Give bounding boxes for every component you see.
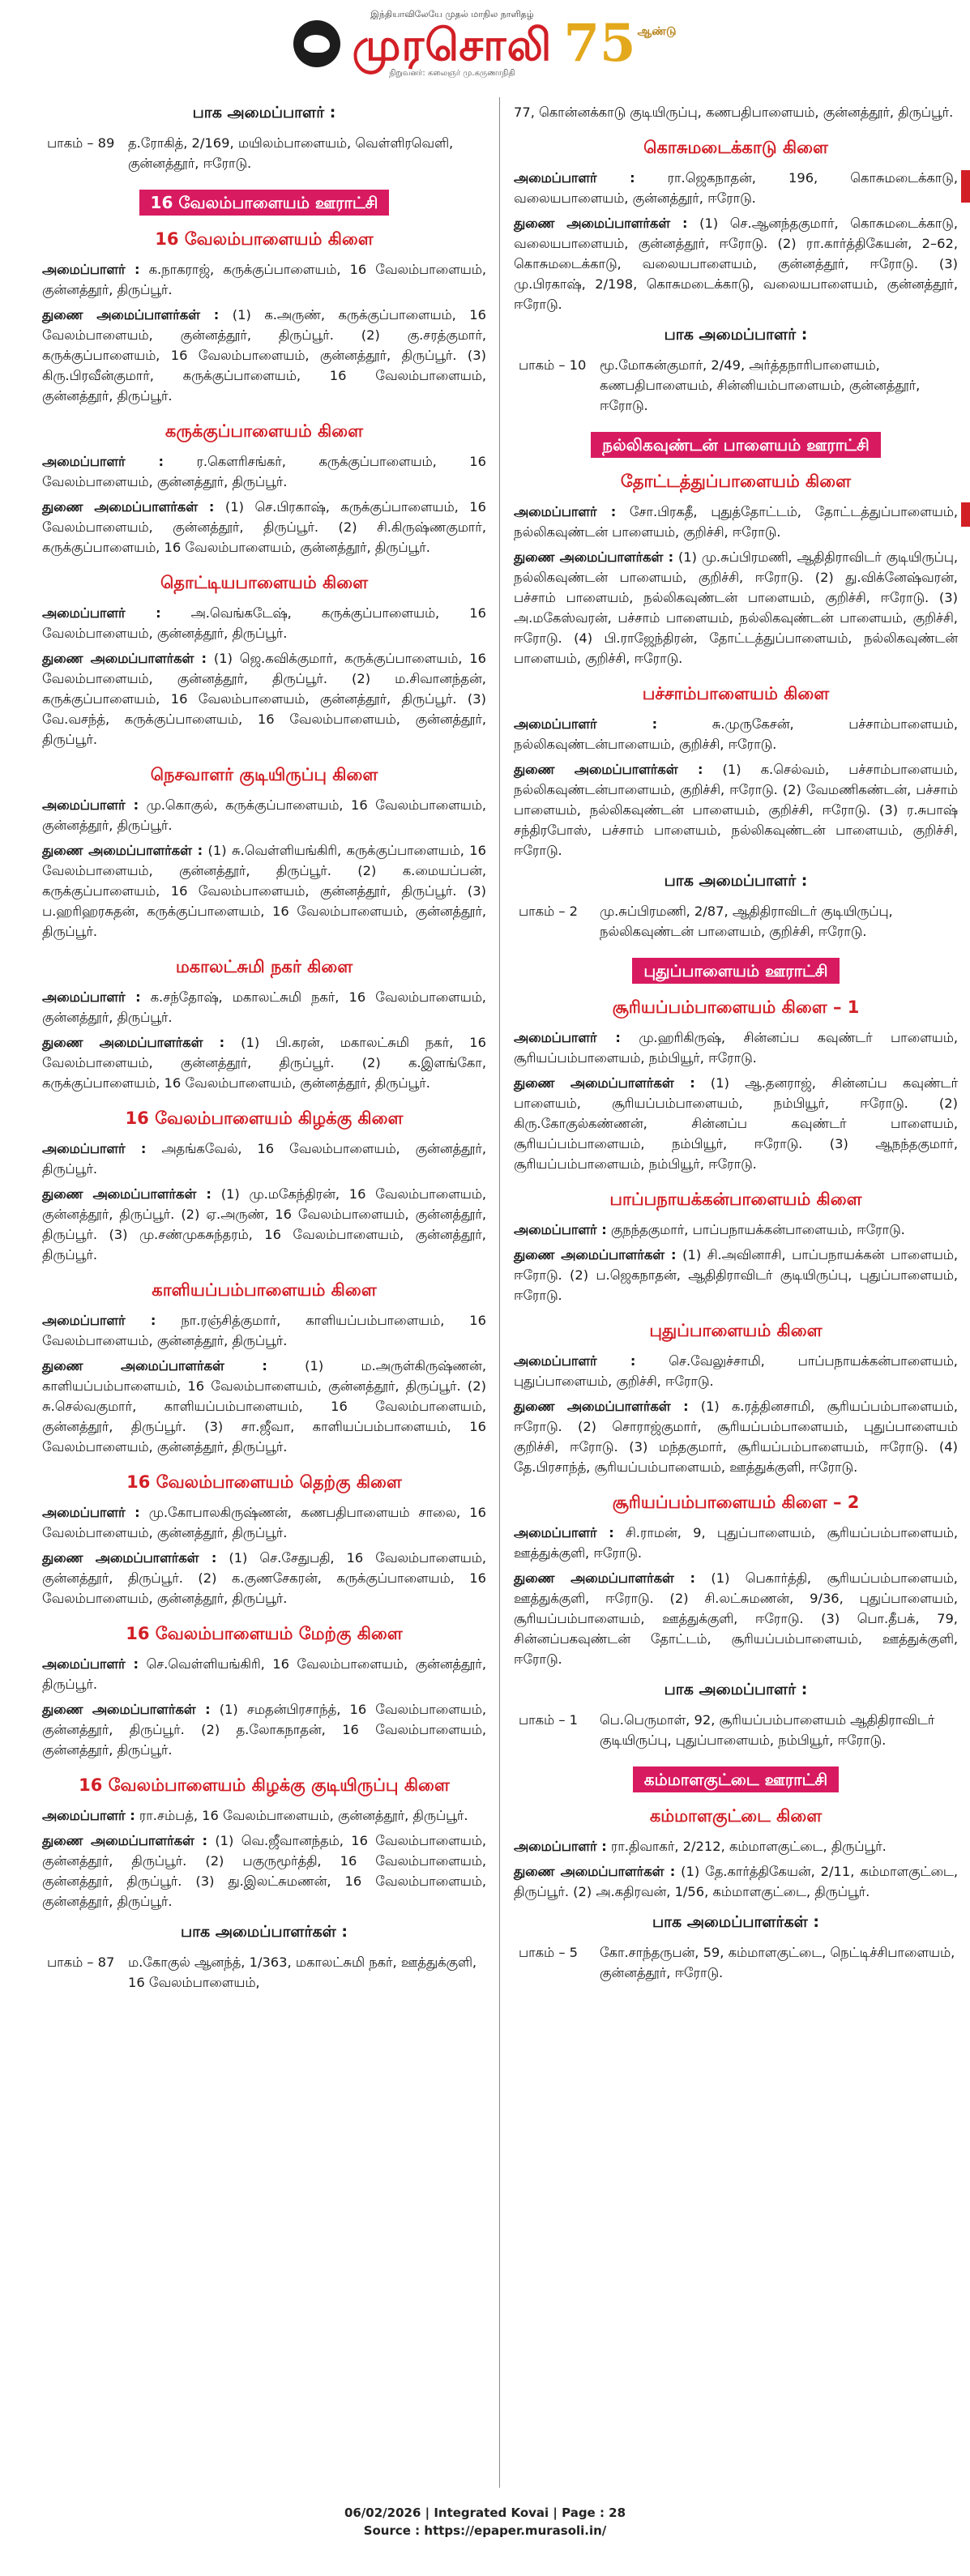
entry-text: (1) செ.பிரகாஷ், கருக்குப்பாளையம், 16 வேலம்பாளையம், குன்னத்தூர், திருப்பூர். (2) சி.கிருஷ்ணகுமார், கருக்குப்பாளையம், 16 வேலம்பாளையம், குன்னத்தூர், திருப்பூர். (42, 499, 486, 555)
branch-title: 16 வேலம்பாளையம் மேற்கு கிளை (126, 1624, 403, 1643)
deputy-entry (514, 1245, 958, 1305)
organizer-entry (42, 1138, 486, 1179)
article-columns (42, 97, 966, 2488)
entry-text: (1) செ.சேதுபதி, 16 வேலம்பாளையம், குன்னத்தூர், திருப்பூர். (2) க.குணசேகரன், கருக்குப்பாளையம், 16 வேலம்பாளையம், குன்னத்தூர், திருப்பூர். (42, 1550, 486, 1606)
entry-label: அமைப்பாளர் : (514, 716, 658, 732)
entry-label: துணை அமைப்பாளர்கள் : (514, 1864, 676, 1879)
panchayat-heading (514, 950, 958, 987)
organizer-entry (514, 1220, 958, 1240)
booth-text: மு.சுப்பிரமணி, 2/87, ஆதிதிராவிடர் குடியிருப்பு, நல்லிகவுண்டன் பாளையம், குறிச்சி, ஈரோடு. (600, 904, 893, 939)
entry-text: அதங்கவேல், 16 வேலம்பாளையம், குன்னத்தூர், திருப்பூர். (42, 1141, 487, 1177)
organizer-entry (514, 1351, 958, 1391)
entry-label: அமைப்பாளர் : (42, 989, 141, 1005)
entry-text: (1) சமதன்பிரசாந்த், 16 வேலம்பாளையம், குன்னத்தூர், திருப்பூர். (2) த.லோகநாதன், 16 வேலம்பாளையம், குன்னத்தூர், திருப்பூர். (42, 1702, 487, 1758)
organizer-entry (42, 451, 486, 492)
entry-text: மு.கோபாலகிருஷ்ணன், கணபதிபாளையம் சாலை, 16 வேலம்பாளையம், குன்னத்தூர், திருப்பூர். (42, 1505, 486, 1540)
deputy-entry (514, 547, 958, 669)
branch-title: 16 வேலம்பாளையம் கிழக்கு கிளை (125, 1109, 404, 1128)
deputy-entry (42, 1032, 486, 1093)
entry-label: அமைப்பாளர் : (42, 1141, 147, 1156)
entry-text: செ.வேலுச்சாமி, பாப்பநாயக்கன்பாளையம், புதுப்பாளையம், குறிச்சி, ஈரோடு. (514, 1353, 958, 1389)
organizer-entry (514, 1027, 958, 1068)
panchayat-heading (514, 424, 958, 461)
organizer-entry (42, 1502, 486, 1543)
entry-text: செ.வெள்ளியங்கிரி, 16 வேலம்பாளையம், குன்னத்தூர், திருப்பூர். (42, 1656, 486, 1692)
masthead-inner (293, 9, 676, 79)
entry-text: (1) ஆ.தனராஜ், சின்னப்ப கவுண்டர் பாளையம், சூரியப்பம்பாளையம், நம்பியூர், ஈரோடு. (2) கிரு.கோகுல்கண்ணன், சின்னப்ப கவுண்டர் பாளையம், சூரியப்பம்பாளையம், நம்பியூர், ஈரோடு. (3) ஆநந்தகுமார், சூரியப்பம்பாளையம், நம்பியூர், ஈரோடு. (514, 1075, 958, 1172)
organizer-entry (514, 168, 958, 208)
page-footer (0, 2504, 970, 2540)
newspaper-title: முரசொலி (352, 19, 553, 70)
party-emblem-icon (293, 20, 340, 67)
deputy-entry (514, 759, 958, 861)
continued-text: 77, கொன்னக்காடு குடியிருப்பு, கணபதிபாளையம், குன்னத்தூர், திருப்பூர். (514, 105, 954, 120)
panchayat-pill: புதுப்பாளையம் ஊராட்சி (632, 958, 839, 984)
entry-text: (1) சி.அவினாசி, பாப்பநாயக்கன் பாளையம், ஈரோடு. (2) ப.ஜெகநாதன், ஆதிதிராவிடர் குடியிருப்பு, புதுப்பாளையம், ஈரோடு. (514, 1247, 958, 1303)
entry-text: குநந்தகுமார், பாப்பநாயக்கன்பாளையம், ஈரோடு. (606, 1222, 905, 1237)
organizer-entry (42, 795, 486, 835)
entry-label: துணை அமைப்பாளர்கள் : (42, 1035, 225, 1050)
entry-text: (1) தே.கார்த்திகேயன், 2/11, கம்மாளகுட்டை, திருப்பூர். (2) அ.கதிரவன், 1/56, கம்மாளகுட்டை, திருப்பூர். (514, 1864, 959, 1899)
deputy-entry (514, 1073, 958, 1174)
entry-text: (1) க.அருண், கருக்குப்பாளையம், 16 வேலம்பாளையம், குன்னத்தூர், திருப்பூர். (2) கு.சரத்குமார், கருக்குப்பாளையம், 16 வேலம்பாளையம், குன்னத்தூர், திருப்பூர். (3) கிரு.பிரவீன்குமார், கருக்குப்பாளையம், 16 வேலம்பாளையம், குன்னத்தூர், திருப்பூர். (42, 307, 487, 404)
organizer-entry (514, 502, 958, 542)
booth-text: மூ.மோகன்குமார், 2/49, அர்த்தநாரிபாளையம், கணபதிபாளையம், சின்னியம்பாளையம், குன்னத்தூர், ஈரோடு. (600, 357, 921, 413)
booth-entry (514, 1710, 958, 1750)
footer-edition-line: 06/02/2026 | Integrated Kovai | Page : 28 (344, 2506, 626, 2520)
booth-text: ம.கோகுல் ஆனந்த், 1/363, மகாலட்சுமி நகர், ஊத்துக்குளி, 16 வேலம்பாளையம், (128, 1954, 477, 1990)
booth-number: பாகம் – 89 (47, 135, 115, 151)
deputy-entry (42, 497, 486, 557)
entry-label: துணை அமைப்பாளர்கள் : (514, 1570, 696, 1586)
organizer-entry (514, 1836, 958, 1856)
organizer-entry (42, 987, 486, 1027)
anniversary-number: 75 (563, 13, 636, 74)
booth-heading: பாக அமைப்பாளர் : (664, 1681, 808, 1698)
booth-number: பாகம் – 5 (519, 1945, 578, 1960)
entry-label: துணை அமைப்பாளர்கள் : (42, 651, 207, 666)
booth-number: பாகம் – 1 (519, 1712, 578, 1728)
branch-title: பச்சாம்பாளையம் கிளை (642, 684, 830, 703)
deputy-entry (514, 1861, 958, 1902)
branch-title: தோட்டத்துப்பாளையம் கிளை (620, 472, 852, 491)
entry-text: ரா.திவாகர், 2/212, கம்மாளகுட்டை, திருப்பூர். (606, 1839, 887, 1854)
branch-title: கொசுமடைக்காடு கிளை (643, 138, 828, 157)
entry-text: (1) சு.வெள்ளியங்கிரி, கருக்குப்பாளையம், 16 வேலம்பாளையம், குன்னத்தூர், திருப்பூர். (2) க.மையப்பன், கருக்குப்பாளையம், 16 வேலம்பாளையம், குன்னத்தூர், திருப்பூர். (3) ப.ஹரிஹரசுதன், கருக்குப்பாளையம், 16 வேலம்பாளையம், குன்னத்தூர், திருப்பூர். (42, 843, 486, 939)
deputy-entry (42, 1356, 486, 1457)
entry-text: (1) செ.ஆனந்தகுமார், கொசுமடைக்காடு, வலையபாளையம், குன்னத்தூர், ஈரோடு. (2) ரா.கார்த்திகேயன், 2–62, கொசுமடைக்காடு, வலையபாளையம், குன்னத்தூர், ஈரோடு. (3) மு.பிரகாஷ், 2/198, கொசுமடைக்காடு, வலையபாளையம், குன்னத்தூர், ஈரோடு. (514, 216, 959, 312)
booth-heading: பாக அமைப்பாளர் : (664, 326, 808, 344)
entry-label: அமைப்பாளர் : (514, 170, 635, 186)
booth-text: த.ரோகித், 2/169, மயிலம்பாளையம், வெள்ளிரவெளி, குன்னத்தூர், ஈரோடு. (128, 135, 454, 171)
entry-text: (1) மு.சுப்பிரமணி, ஆதிதிராவிடர் குடியிருப்பு, நல்லிகவுண்டன் பாளையம், குறிச்சி, ஈரோடு. (2) து.விக்னேஷ்வரன், பச்சாம் பாளையம், நல்லிகவுண்டன் பாளையம், குறிச்சி, ஈரோடு. (3) அ.மகேஸ்வரன், பச்சாம் பாளையம், நல்லிகவுண்டன் பாளையம், குறிச்சி, ஈரோடு. (4) பி.ராஜேந்திரன், தோட்டத்துப்பாளையம், நல்லிகவுண்டன் பாளையம், குறிச்சி, ஈரோடு. (514, 549, 959, 666)
footer-source-link[interactable]: Source : https://epaper.murasoli.in/ (363, 2523, 607, 2538)
panchayat-pill: 16 வேலம்பாளையம் ஊராட்சி (139, 190, 390, 216)
branch-title: சூரியப்பம்பாளையம் கிளை – 1 (612, 998, 860, 1017)
entry-label: அமைப்பாளர் : (514, 1839, 607, 1854)
branch-title: மகாலட்சுமி நகர் கிளை (175, 957, 353, 976)
deputy-entry (42, 305, 486, 406)
entry-label: துணை அமைப்பாளர்கள் : (42, 843, 203, 858)
booth-heading: பாக அமைப்பாளர் : (664, 872, 808, 890)
deputy-entry (42, 1184, 486, 1265)
entry-label: துணை அமைப்பாளர்கள் : (514, 1075, 695, 1091)
masthead-subtitle: நிறுவனர்: கலைஞர் மு.கருணாநிதி (389, 69, 515, 78)
masthead-text (352, 9, 552, 79)
right-column (514, 97, 958, 1991)
entry-label: அமைப்பாளர் : (514, 1525, 614, 1540)
entry-text: அ.வெங்கடேஷ், கருக்குப்பாளையம், 16 வேலம்பாளையம், குன்னத்தூர், திருப்பூர். (42, 605, 486, 641)
organizer-entry (42, 1805, 486, 1826)
entry-text: சு.முருகேசன், பச்சாம்பாளையம், நல்லிகவுண்டன்பாளையம், குறிச்சி, ஈரோடு. (514, 716, 958, 752)
entry-label: அமைப்பாளர் : (42, 1313, 156, 1328)
branch-title: புதுப்பாளையம் கிளை (649, 1321, 823, 1340)
entry-text: (1) மு.மகேந்திரன், 16 வேலம்பாளையம், குன்னத்தூர், திருப்பூர். (2) ஏ.அருண், 16 வேலம்பாளையம், குன்னத்தூர், திருப்பூர். (3) மு.சண்முகசுந்தரம், 16 வேலம்பாளையம், குன்னத்தூர், திருப்பூர். (42, 1186, 487, 1262)
deputy-entry (42, 648, 486, 750)
anniversary-logo (563, 13, 677, 74)
entry-label: துணை அமைப்பாளர்கள் : (42, 1358, 267, 1373)
booth-number: பாகம் – 2 (519, 904, 578, 919)
branch-title: தொட்டியபாளையம் கிளை (160, 573, 369, 592)
entry-label: அமைப்பாளர் : (42, 262, 140, 277)
organizer-entry (514, 1523, 958, 1563)
entry-text: ரா.ஜெகநாதன், 196, கொசுமடைக்காடு, வலையபாளையம், குன்னத்தூர், ஈரோடு. (514, 170, 958, 206)
entry-text: (1) வெ.ஜீவானந்தம், 16 வேலம்பாளையம், குன்னத்தூர், திருப்பூர். (2) பகுருமூர்த்தி, 16 வேலம்பாளையம், குன்னத்தூர், திருப்பூர். (3) து.இலட்சுமணன், 16 வேலம்பாளையம், குன்னத்தூர், திருப்பூர். (42, 1833, 486, 1909)
deputy-entry (514, 213, 958, 314)
entry-label: அமைப்பாளர் : (514, 504, 617, 519)
booth-text: பெ.பெருமாள், 92, சூரியப்பம்பாளையம் ஆதிதிராவிடர் குடியிருப்பு, புதுப்பாளையம், நம்பியூர், ஈரோடு. (600, 1712, 935, 1748)
branch-title: சூரியப்பம்பாளையம் கிளை – 2 (612, 1493, 860, 1512)
entry-label: அமைப்பாளர் : (42, 1656, 139, 1672)
entry-label: துணை அமைப்பாளர்கள் : (514, 762, 703, 777)
entry-text: ரா.சம்பத், 16 வேலம்பாளையம், குன்னத்தூர், திருப்பூர். (135, 1808, 468, 1823)
organizer-entry (42, 603, 486, 643)
booth-number: பாகம் – 87 (47, 1954, 115, 1970)
entry-label: துணை அமைப்பாளர்கள் : (42, 499, 215, 515)
entry-label: அமைப்பாளர் : (514, 1353, 636, 1369)
branch-title: 16 வேலம்பாளையம் கிழக்கு குடியிருப்பு கிளை (79, 1775, 450, 1795)
entry-label: அமைப்பாளர் : (42, 605, 161, 621)
entry-text: மு.ஹரிகிருஷ், சின்னப்ப கவுண்டர் பாளையம், சூரியப்பம்பாளையம், நம்பியூர், ஈரோடு. (514, 1030, 958, 1066)
entry-text: (1) பி.கரன், மகாலட்சுமி நகர், 16 வேலம்பாளையம், குன்னத்தூர், திருப்பூர். (2) க.இளங்கோ, கருக்குப்பாளையம், 16 வேலம்பாளையம், குன்னத்தூர், திருப்பூர். (42, 1035, 487, 1091)
entry-label: அமைப்பாளர் : (514, 1030, 621, 1045)
entry-label: துணை அமைப்பாளர்கள் : (42, 1186, 212, 1202)
deputy-entry (42, 1831, 486, 1912)
branch-title: 16 வேலம்பாளையம் தெற்கு கிளை (126, 1472, 402, 1492)
booth-heading: பாக அமைப்பாளர் : (192, 104, 336, 122)
entry-label: துணை அமைப்பாளர்கள் : (42, 1833, 208, 1848)
booth-entry (514, 901, 958, 942)
booth-entry (42, 1952, 486, 1993)
booth-text: கோ.சாந்தருபன், 59, கம்மாளகுட்டை, நெட்டிச்சிபாளையம், குன்னத்தூர், ஈரோடு. (600, 1945, 955, 1980)
branch-title: கருக்குப்பாளையம் கிளை (165, 421, 364, 441)
organizer-entry (42, 1654, 486, 1694)
anniversary-suffix: ஆண்டு (637, 25, 677, 38)
panchayat-pill: கம்மாளகுட்டை ஊராட்சி (633, 1766, 839, 1792)
panchayat-pill: நல்லிகவுண்டன் பாளையம் ஊராட்சி (591, 432, 881, 458)
organizer-entry (514, 714, 958, 754)
entry-label: அமைப்பாளர் : (42, 1808, 135, 1823)
left-column (42, 97, 486, 2001)
entry-text: மு.கொகுல், கருக்குப்பாளையம், 16 வேலம்பாளையம், குன்னத்தூர், திருப்பூர். (42, 797, 486, 833)
entry-label: அமைப்பாளர் : (42, 797, 139, 813)
entry-text: (1) க.செல்வம், பச்சாம்பாளையம், நல்லிகவுண்டன்பாளையம், குறிச்சி, ஈரோடு. (2) வேமணிகண்டன், பச்சாம் பாளையம், நல்லிகவுண்டன் பாளையம், குறிச்சி, ஈரோடு. (3) ர.சுபாஷ் சந்திரபோஸ், பச்சாம் பாளையம், நல்லிகவுண்டன் பாளையம், குறிச்சி, ஈரோடு. (514, 762, 959, 858)
branch-title: நெசவாளர் குடியிருப்பு கிளை (150, 765, 378, 784)
branch-title: காளியப்பம்பாளையம் கிளை (152, 1280, 377, 1300)
entry-label: அமைப்பாளர் : (42, 1505, 140, 1520)
entry-text: (1) பெகார்த்தி, சூரியப்பம்பாளையம், ஊத்துக்குளி, ஈரோடு. (2) சி.லட்சுமணன், 9/36, புதுப்பாளையம், சூரியப்பம்பாளையம், ஊத்துக்குளி, ஈரோடு. (3) பொ.தீபக், 79, சின்னப்பகவுண்டன் தோட்டம், சூரியப்பம்பாளையம், ஊத்துக்குளி, ஈரோடு. (514, 1570, 958, 1667)
organizer-entry (42, 259, 486, 300)
entry-label: துணை அமைப்பாளர்கள் : (42, 307, 220, 323)
entry-text: சோ.பிரகதீ, புதுத்தோட்டம், தோட்டத்துப்பாளையம், நல்லிகவுண்டன் பாளையம், குறிச்சி, ஈரோடு. (514, 504, 959, 540)
deputy-entry (42, 840, 486, 942)
masthead-tagline: இந்தியாவிலேயே முதல் மாநில நாளிதழ் (370, 9, 534, 19)
entry-text: ர.கௌரிசங்கர், கருக்குப்பாளையம், 16 வேலம்பாளையம், குன்னத்தூர், திருப்பூர். (42, 454, 487, 489)
entry-text: (1) க.ரத்தினசாமி, சூரியப்பம்பாளையம், ஈரோடு. (2) சொராஜ்குமார், சூரியப்பம்பாளையம், புதுப்பாளையம் குறிச்சி, ஈரோடு. (3) மந்தகுமார், சூரியப்பம்பாளையம், ஈரோடு. (4) தே.பிரசாந்த், சூரியப்பம்பாளையம், ஊத்துக்குளி, ஈரோடு. (514, 1399, 958, 1475)
entry-label: துணை அமைப்பாளர்கள் : (514, 1247, 677, 1262)
deputy-entry (42, 1699, 486, 1760)
entry-text: க.சந்தோஷ், மகாலட்சுமி நகர், 16 வேலம்பாளையம், குன்னத்தூர், திருப்பூர். (42, 989, 486, 1025)
deputy-entry (514, 1396, 958, 1477)
booth-heading: பாக அமைப்பாளர்கள் : (180, 1923, 348, 1941)
booth-entry (42, 133, 486, 173)
panchayat-heading (514, 1758, 958, 1796)
booth-number: பாகம் – 10 (519, 357, 587, 373)
entry-label: துணை அமைப்பாளர்கள் : (514, 549, 674, 565)
booth-entry (514, 355, 958, 416)
branch-title: 16 வேலம்பாளையம் கிளை (155, 229, 374, 249)
entry-label: துணை அமைப்பாளர்கள் : (42, 1550, 217, 1566)
branch-title: பாப்பநாயக்கன்பாளையம் கிளை (609, 1190, 862, 1209)
masthead (0, 0, 970, 88)
entry-text: சி.ராமன், 9, புதுப்பாளையம், சூரியப்பம்பாளையம், ஊத்துக்குளி, ஈரோடு. (514, 1525, 959, 1561)
entry-text: நா.ரஞ்சித்குமார், காளியப்பம்பாளையம், 16 வேலம்பாளையம், குன்னத்தூர், திருப்பூர். (42, 1313, 486, 1348)
entry-label: அமைப்பாளர் : (514, 1222, 607, 1237)
entry-label: துணை அமைப்பாளர்கள் : (42, 1702, 211, 1717)
panchayat-heading (42, 182, 486, 219)
branch-title: கம்மாளகுட்டை கிளை (649, 1806, 823, 1826)
entry-label: அமைப்பாளர் : (42, 454, 165, 469)
entry-text: (1) ம.அருள்கிருஷ்ணன், காளியப்பம்பாளையம், 16 வேலம்பாளையம், குன்னத்தூர், திருப்பூர். (2) சு.செல்வகுமார், காளியப்பம்பாளையம், 16 வேலம்பாளையம், குன்னத்தூர், திருப்பூர். (3) சா.ஜீவா, காளியப்பம்பாளையம், 16 வேலம்பாளையம், குன்னத்தூர், திருப்பூர். (42, 1358, 486, 1455)
booth-heading: பாக அமைப்பாளர்கள் : (652, 1913, 819, 1931)
column-divider (499, 97, 500, 2488)
entry-text: (1) ஜெ.கவிக்குமார், கருக்குப்பாளையம், 16 வேலம்பாளையம், குன்னத்தூர், திருப்பூர். (2) ம.சிவானந்தன், கருக்குப்பாளையம், 16 வேலம்பாளையம், குன்னத்தூர், திருப்பூர். (3) வே.வசந்த், கருக்குப்பாளையம், 16 வேலம்பாளையம், குன்னத்தூர், திருப்பூர். (42, 651, 486, 747)
deputy-entry (514, 1568, 958, 1669)
entry-label: துணை அமைப்பாளர்கள் : (514, 1399, 689, 1414)
booth-entry (514, 1942, 958, 1983)
organizer-entry (42, 1310, 486, 1351)
deputy-entry (42, 1548, 486, 1608)
entry-label: துணை அமைப்பாளர்கள் : (514, 216, 688, 231)
entry-text: க.நாகராஜ், கருக்குப்பாளையம், 16 வேலம்பாளையம், குன்னத்தூர், திருப்பூர். (42, 262, 487, 297)
